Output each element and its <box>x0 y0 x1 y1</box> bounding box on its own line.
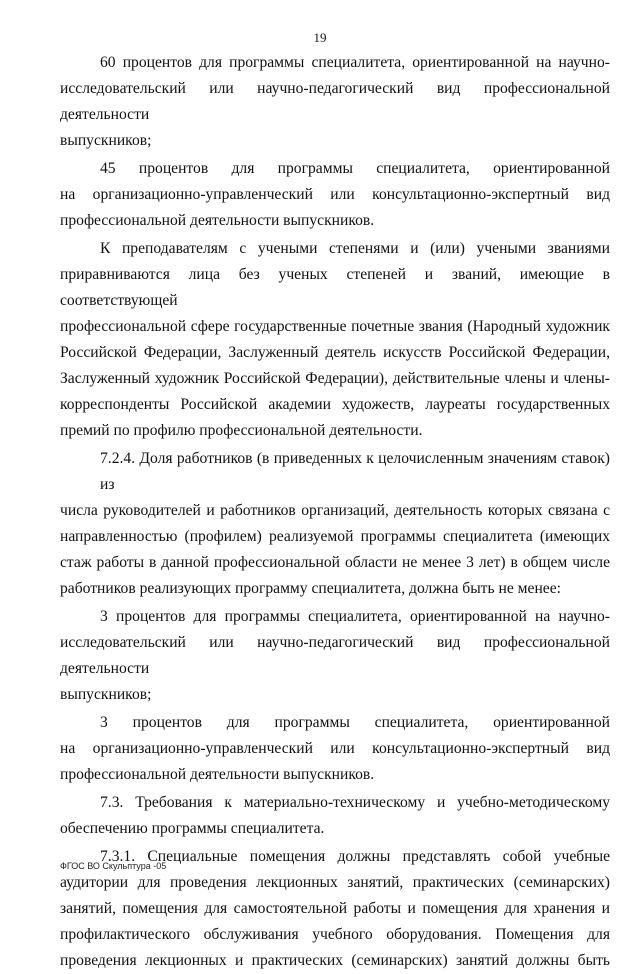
text-line: направленностью (профилем) реализуемой программы специалитета (имеющих <box>60 528 610 545</box>
paragraph <box>60 790 610 842</box>
text-line: выпускников; <box>60 686 152 703</box>
text-line: 7.3.1. Специальные помещения должны представлять собой учебные <box>100 848 610 865</box>
paragraph <box>60 604 610 708</box>
text-line: К преподавателям с учеными степенями и (или) учеными званиями <box>100 240 610 257</box>
paragraph <box>60 236 610 444</box>
text-line: 60 процентов для программы специалитета, ориентированной на научно- <box>100 54 610 71</box>
paragraph <box>60 710 610 788</box>
text-line: корреспонденты Российской академии художеств, лауреаты государственных <box>60 396 610 413</box>
text-line: Заслуженный художник Российской Федерации), действительные члены и члены- <box>60 370 610 387</box>
text-line: аудитории для проведения лекционных занятий, практических (семинарских) <box>60 874 610 891</box>
text-line: исследовательский или научно-педагогический вид профессиональной деятельности <box>60 634 610 677</box>
text-line: 45 процентов для программы специалитета, ориентированной <box>100 160 610 177</box>
document-body <box>60 50 610 974</box>
text-line: занятий, помещения для самостоятельной работы и помещения для хранения и <box>60 900 610 917</box>
text-line: числа руководителей и работников организаций, деятельность которых связана с <box>60 502 610 519</box>
text-line: профессиональной деятельности выпускников. <box>60 766 375 783</box>
paragraph <box>60 156 610 234</box>
text-line: на организационно-управленческий или консультационно-экспертный вид <box>60 740 610 757</box>
document-footer: ФГОС ВО Скульптура -05 <box>60 861 167 871</box>
text-line: профессиональной сфере государственные почетные звания (Народный художник <box>60 318 610 335</box>
text-line: обеспечению программы специалитета. <box>60 820 325 837</box>
text-line: исследовательский или научно-педагогический вид профессиональной деятельности <box>60 80 610 123</box>
text-line: премий по профилю профессиональной деятельности. <box>60 422 423 439</box>
text-line: приравниваются лица без ученых степеней и званий, имеющие в соответствующей <box>60 266 610 309</box>
text-line: 7.2.4. Доля работников (в приведенных к целочисленным значениям ставок) из <box>100 450 610 493</box>
text-line: стаж работы в данной профессиональной области не менее 3 лет) в общем числе <box>60 554 610 571</box>
text-line: профилактического обслуживания учебного оборудования. Помещения для <box>60 926 610 943</box>
paragraph <box>60 446 610 602</box>
page-number: 19 <box>313 30 327 45</box>
text-line: проведения лекционных и практических (семинарских) занятий должны быть <box>60 952 610 969</box>
paragraph <box>60 50 610 154</box>
text-line: на организационно-управленческий или консультационно-экспертный вид <box>60 186 610 203</box>
text-line: 3 процентов для программы специалитета, ориентированной <box>100 714 610 731</box>
text-line: Российской Федерации, Заслуженный деятель искусств Российской Федерации, <box>60 344 610 361</box>
text-line: 7.3. Требования к материально-техническому и учебно-методическому <box>100 794 610 811</box>
text-line: работников реализующих программу специалитета, должна быть не менее: <box>60 580 561 597</box>
text-line: 3 процентов для программы специалитета, ориентированной на научно- <box>100 608 610 625</box>
text-line: выпускников; <box>60 132 152 149</box>
text-line: профессиональной деятельности выпускников. <box>60 212 375 229</box>
